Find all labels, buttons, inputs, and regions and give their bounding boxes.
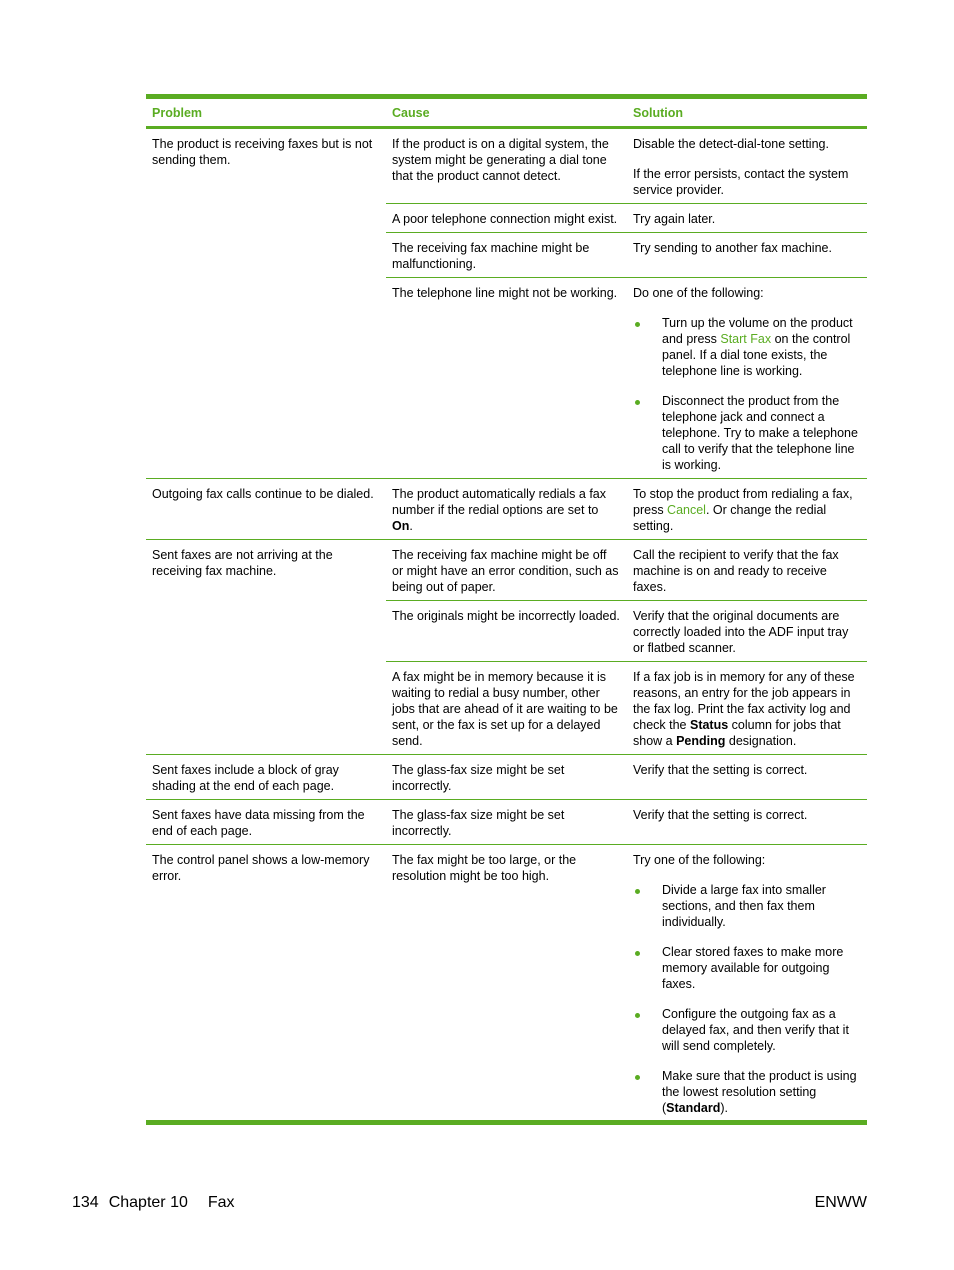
cause-text: If the product is on a digital system, the system might be generating a dial tone that the product cannot detect. <box>392 137 609 183</box>
problem-cell <box>146 755 386 800</box>
problem-text: The product is receiving faxes but is not sending them. <box>152 137 373 167</box>
problem-cell <box>146 845 386 1121</box>
footer-brand: ENWW <box>814 1194 867 1211</box>
solution-cell <box>627 800 867 845</box>
solution-cell <box>627 601 867 662</box>
cause-text: The glass-fax size might be set incorrectly. <box>392 763 565 793</box>
solution-text: Verify that the setting is correct. <box>633 763 808 777</box>
solution-text: Do one of the following: <box>633 286 764 300</box>
cause-cell <box>386 540 627 601</box>
cause-cell <box>386 662 627 755</box>
problem-cell <box>146 800 386 845</box>
table-row <box>146 800 867 845</box>
solution-cell <box>627 233 867 278</box>
solution-cell <box>627 845 867 1121</box>
cause-text: The fax might be too large, or the resolution might be too high. <box>392 853 577 883</box>
list-item: Clear stored faxes to make more memory available for outgoing faxes. <box>633 944 861 992</box>
solution-cell <box>627 540 867 601</box>
header-cause: Cause <box>386 99 627 128</box>
start-fax-key-label: Start Fax <box>720 332 772 346</box>
page-number: 134 <box>72 1194 99 1211</box>
problem-cell <box>146 540 386 755</box>
cause-cell <box>386 479 627 540</box>
section-label: Fax <box>207 1194 235 1211</box>
table-row <box>146 479 867 540</box>
solution-cell <box>627 662 867 755</box>
solution-cell <box>627 128 867 204</box>
cause-cell <box>386 845 627 1121</box>
solution-cell <box>627 479 867 540</box>
cause-cell <box>386 233 627 278</box>
cause-cell <box>386 128 627 204</box>
troubleshooting-table <box>146 94 867 1125</box>
solution-text: If the error persists, contact the system service provider. <box>633 167 849 197</box>
solution-text: If a fax job is in memory for any of these reasons, an entry for the job appears in the fax log. Print the fax activity log and check the Status column for jobs that show a Pending designation. <box>633 670 855 748</box>
cause-cell <box>386 204 627 233</box>
cause-text: The telephone line might not be working. <box>392 286 618 300</box>
solution-text: Try again later. <box>633 212 716 226</box>
cause-text: The glass-fax size might be set incorrectly. <box>392 808 565 838</box>
cause-cell <box>386 601 627 662</box>
problem-text: The control panel shows a low-memory error. <box>152 853 370 883</box>
solution-cell <box>627 278 867 479</box>
cancel-key-label: Cancel <box>667 503 706 517</box>
footer-left <box>72 1193 235 1213</box>
solution-text: Call the recipient to verify that the fax machine is on and ready to receive faxes. <box>633 548 839 594</box>
cause-text: A fax might be in memory because it is waiting to redial a busy number, other jobs that are ahead of it are waiting to be sent, or the fax is set up for a delayed send. <box>392 670 618 748</box>
table-header-row <box>146 99 867 128</box>
problem-text: Sent faxes are not arriving at the receiving fax machine. <box>152 548 333 578</box>
list-item: Divide a large fax into smaller sections, and then fax them individually. <box>633 882 861 930</box>
solution-cell <box>627 755 867 800</box>
problem-cell <box>146 128 386 479</box>
cause-text: The product automatically redials a fax number if the redial options are set to On. <box>392 487 606 533</box>
table-bottom-rule <box>146 1120 867 1125</box>
header-solution: Solution <box>627 99 867 128</box>
problem-text: Outgoing fax calls continue to be dialed. <box>152 487 374 501</box>
cause-cell <box>386 278 627 479</box>
solution-text: To stop the product from redialing a fax, press Cancel. Or change the redial setting. <box>633 487 853 533</box>
cause-text: The receiving fax machine might be malfunctioning. <box>392 241 590 271</box>
list-item: Configure the outgoing fax as a delayed fax, and then verify that it will send completely. <box>633 1006 861 1054</box>
solution-text: Disable the detect-dial-tone setting. <box>633 137 829 151</box>
solution-text: Try one of the following: <box>633 853 766 867</box>
problem-cell <box>146 479 386 540</box>
problem-text: Sent faxes have data missing from the end of each page. <box>152 808 365 838</box>
cause-text: The receiving fax machine might be off or might have an error condition, such as being out of paper. <box>392 548 619 594</box>
list-item: Disconnect the product from the telephone jack and connect a telephone. Try to make a telephone call to verify that the telephone line is working. <box>633 393 861 473</box>
solution-text: Try sending to another fax machine. <box>633 241 832 255</box>
cause-cell <box>386 800 627 845</box>
solution-text: Verify that the setting is correct. <box>633 808 808 822</box>
cause-cell <box>386 755 627 800</box>
table-row <box>146 540 867 601</box>
solution-text: Verify that the original documents are correctly loaded into the ADF input tray or flatbed scanner. <box>633 609 849 655</box>
bullet-list <box>633 315 861 473</box>
bullet-list <box>633 882 861 1116</box>
problem-text: Sent faxes include a block of gray shading at the end of each page. <box>152 763 339 793</box>
table-row <box>146 845 867 1121</box>
solution-cell <box>627 204 867 233</box>
table-row <box>146 128 867 204</box>
table-row <box>146 755 867 800</box>
cause-text: The originals might be incorrectly loaded. <box>392 609 620 623</box>
chapter-label: Chapter 10 <box>108 1194 188 1211</box>
list-item: Turn up the volume on the product and press Start Fax on the control panel. If a dial tone exists, the telephone line is working. <box>633 315 861 379</box>
list-item: Make sure that the product is using the lowest resolution setting (Standard). <box>633 1068 861 1116</box>
cause-text: A poor telephone connection might exist. <box>392 212 618 226</box>
header-problem: Problem <box>146 99 386 128</box>
